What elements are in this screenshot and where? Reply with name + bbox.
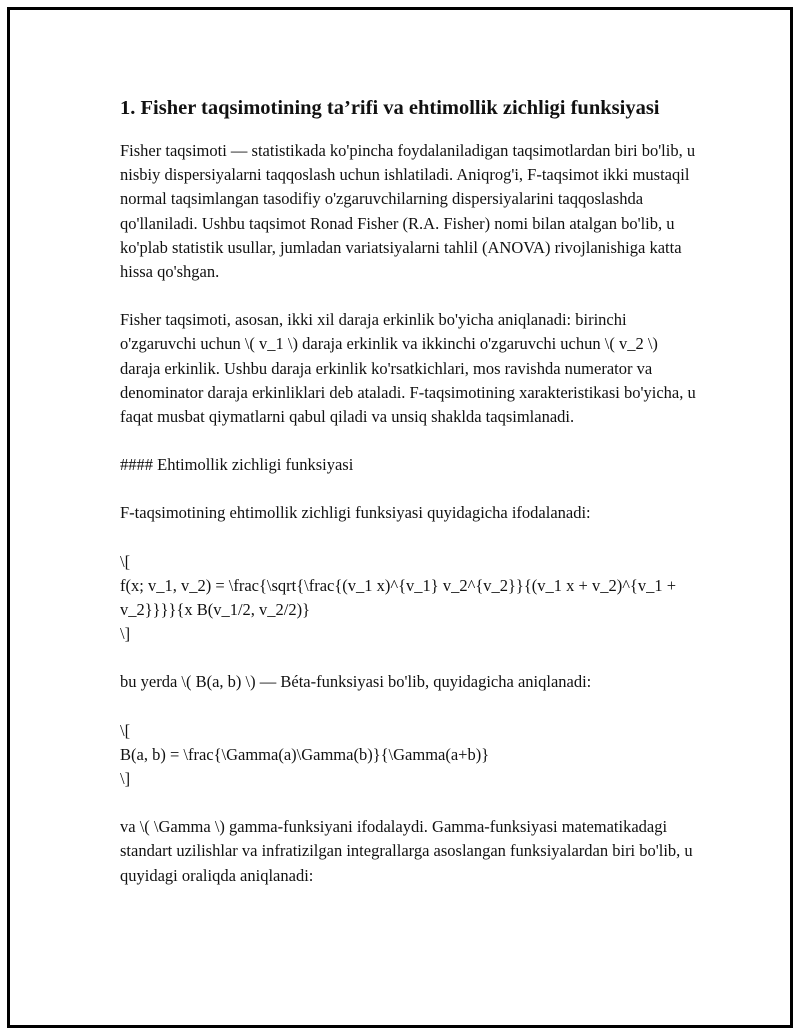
formula-pdf-open: \[ [120,551,131,571]
formula-pdf-close: \] [120,624,131,644]
formula-beta-close: \] [120,769,131,789]
document-body [120,95,700,912]
paragraph-pdf-intro: F-taqsimotining ehtimollik zichligi funksiyasi quyidagicha ifodalanadi: [120,503,591,523]
formula-beta-open: \[ [120,720,131,740]
paragraph-gamma: va \( \Gamma \) gamma-funksiyani ifodalaydi. Gamma-funksiyasi matematikadagi standart uzilishlar va infratizilgan integrallarga asoslangan funksiyalardan biri bo'lib, u quyidagi oraliqda aniqlanadi: [120,817,693,885]
paragraph-degrees-of-freedom: Fisher taqsimoti, asosan, ikki xil daraja erkinlik bo'yicha aniqlanadi: birinchi o'zgaruvchi uchun \( v_1 \) daraja erkinlik va ikkinchi o'zgaruvchi uchun \( v_2 \) daraja erkinlik. Ushbu daraja erkinlik ko'rsatkichlari, mos ravishda numerator va denominator daraja erkinliklari deb ataladi. F-taqsimotining xarakteristikasi bo'yicha, u faqat musbat qiymatlarni qabul qiladi va unsiq shaklda taqsimlanadi. [120,310,696,427]
formula-beta [120,719,700,792]
formula-pdf-body: f(x; v_1, v_2) = \frac{\sqrt{\frac{(v_1 x)^{v_1} v_2^{v_2}}{(v_1 x + v_2)^{v_1 + v_2}}}}{x B(v_1/2, v_2/2)} [120,575,677,620]
formula-pdf [120,550,700,647]
subheading-pdf: #### Ehtimollik zichligi funksiyasi [120,455,354,475]
paragraph-beta: bu yerda \( B(a, b) \) — Béta-funksiyasi bo'lib, quyidagicha aniqlanadi: [120,672,592,692]
section-heading: 1. Fisher taqsimotining ta’rifi va ehtimollik zichligi funksiyasi [120,97,660,119]
paragraph-intro: Fisher taqsimoti — statistikada ko'pincha foydalaniladigan taqsimotlardan biri bo'lib, u nisbiy dispersiyalarni taqqoslash uchun ishlatiladi. Aniqrog'i, F-taqsimot ikki mustaqil normal taqsimlangan tasodifiy o'zgaruvchilarning dispersiyalarini taqqoslashda qo'llaniladi. Ushbu taqsimot Ronad Fisher (R.A. Fisher) nomi bilan atalgan bo'lib, u ko'plab statistik usullar, jumladan variatsiyalarni tahlil (ANOVA) rivojlanishiga katta hissa qo'shgan. [120,141,696,282]
formula-beta-body: B(a, b) = \frac{\Gamma(a)\Gamma(b)}{\Gamma(a+b)} [120,744,490,764]
page-frame [7,7,793,1028]
